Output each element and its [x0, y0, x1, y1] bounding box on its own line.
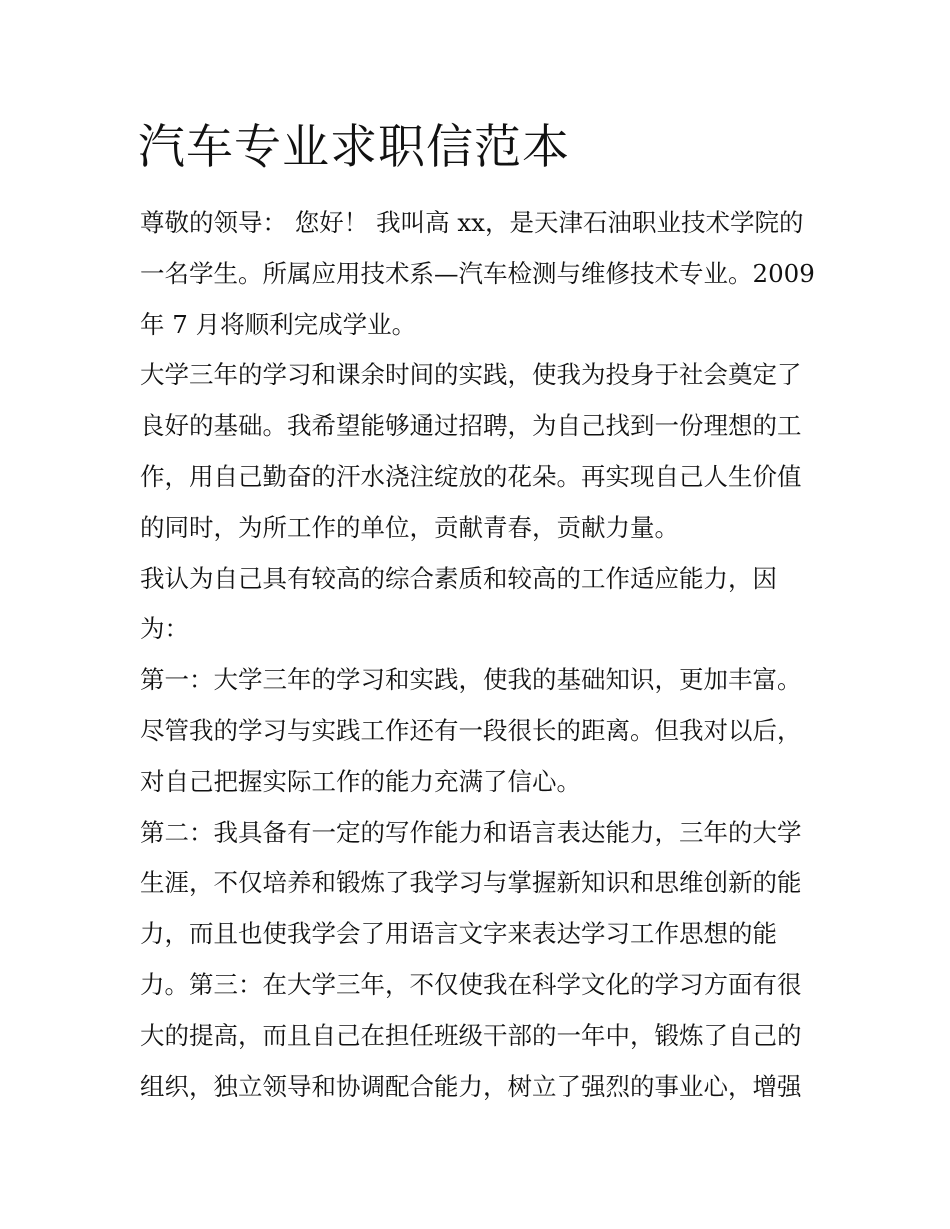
- document-title: 汽车专业求职信范本: [138, 120, 570, 175]
- text-line: 大的提高，而且自己在担任班级干部的一年中，锻炼了自己的: [140, 1020, 802, 1050]
- text-line: 组织，独立领导和协调配合能力，树立了强烈的事业心，增强: [140, 1071, 802, 1101]
- text-line: 作，用自己勤奋的汗水浇注绽放的花朵。再实现自己人生价值: [140, 461, 802, 491]
- text-line: 大学三年的学习和课余时间的实践，使我为投身于社会奠定了: [140, 360, 802, 390]
- text-line: 良好的基础。我希望能够通过招聘，为自己找到一份理想的工: [140, 411, 802, 441]
- text-line: 尽管我的学习与实践工作还有一段很长的距离。但我对以后，: [140, 715, 802, 745]
- text-line: 第二：我具备有一定的写作能力和语言表达能力，三年的大学: [140, 817, 802, 847]
- text-line: 生涯，不仅培养和锻炼了我学习与掌握新知识和思维创新的能: [140, 868, 802, 898]
- text-line: 为：: [140, 614, 189, 644]
- text-line: 力，而且也使我学会了用语言文字来表达学习工作思想的能: [140, 919, 777, 949]
- text-line: 年 7 月将顺利完成学业。: [140, 309, 417, 339]
- text-line: 尊敬的领导： 您好！ 我叫高 xx，是天津石油职业技术学院的: [140, 208, 804, 237]
- document-body: [140, 200, 820, 1114]
- text-line: 力。第三：在大学三年，不仅使我在科学文化的学习方面有很: [140, 969, 802, 999]
- text-line: 的同时，为所工作的单位，贡献青春，贡献力量。: [140, 512, 679, 542]
- text-line: 第一：大学三年的学习和实践，使我的基础知识，更加丰富。: [140, 665, 802, 695]
- text-line: 对自己把握实际工作的能力充满了信心。: [140, 766, 581, 796]
- text-line: 我认为自己具有较高的综合素质和较高的工作适应能力，因: [140, 563, 777, 593]
- text-line: 一名学生。所属应用技术系—汽车检测与维修技术专业。2009: [140, 258, 815, 288]
